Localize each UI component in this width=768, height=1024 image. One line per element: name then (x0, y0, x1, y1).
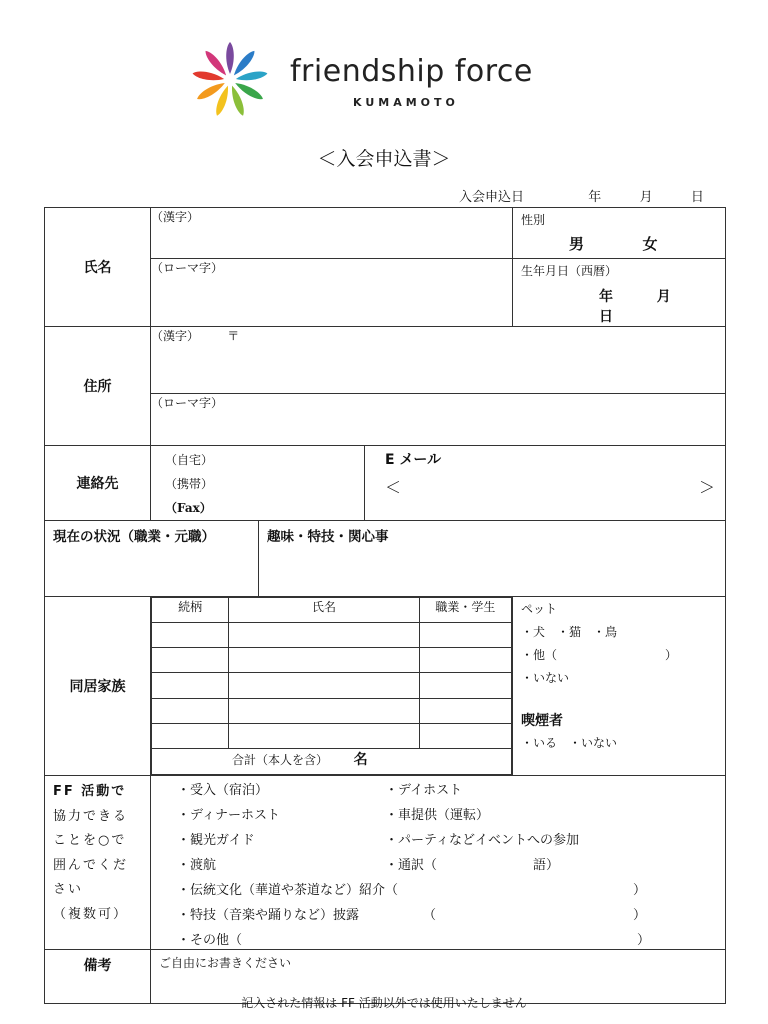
smoker-label: 喫煙者 (521, 713, 564, 729)
activity-day-host[interactable]: ・デイホスト (385, 783, 463, 798)
family-total[interactable] (152, 749, 512, 775)
email-label: E メール (385, 452, 442, 468)
pet-option-animals[interactable]: ・犬 ・猫 ・鳥 (521, 625, 618, 639)
performance-close-paren: ） (633, 908, 647, 923)
pet-option-none[interactable]: ・いない (521, 671, 570, 685)
friendship-force-logo (185, 38, 275, 120)
application-date-label: 入会申込日 (459, 190, 525, 205)
application-date-year: 年 (588, 190, 602, 205)
activities-label-line: 囲んでくだ (53, 857, 129, 873)
privacy-footer: 記入された情報は FF 活動以外では使用いたしません (241, 996, 527, 1010)
contact-label: 連絡先 (45, 446, 151, 521)
table-row[interactable] (152, 699, 512, 724)
family-table (151, 597, 512, 775)
occupation-field[interactable] (45, 521, 259, 597)
activity-culture[interactable]: ・伝統文化（華道や茶道など）紹介（ (177, 883, 399, 898)
activities-label-line: FF 活動で (53, 784, 127, 799)
activity-performance[interactable]: ・特技（音楽や踊りなど）披露 (177, 908, 360, 923)
remarks-placeholder: ご自由にお書きください (159, 956, 292, 970)
family-total-label: 合計（本人を含） (232, 753, 329, 767)
other-close-paren: ） (637, 933, 651, 948)
activities-options (151, 776, 726, 950)
col-job: 職業・学生 (419, 598, 511, 623)
activity-car[interactable]: ・車提供（運転） (385, 808, 490, 823)
email-bracket-close: ＞ (699, 478, 716, 497)
document-title: ＜入会申込書＞ (317, 148, 451, 170)
application-form (44, 207, 726, 1004)
family-total-unit: 名 (353, 752, 368, 768)
hobby-label: 趣味・特技・関心事 (267, 529, 389, 545)
pet-option-other[interactable]: ・他（ ） (521, 648, 678, 662)
application-date (459, 186, 704, 205)
performance-open-paren: （ (423, 908, 437, 923)
activity-tour-guide[interactable]: ・観光ガイド (177, 833, 255, 848)
mobile-phone-hint: （携帯） (165, 477, 214, 491)
name-kanji-field[interactable] (151, 208, 513, 259)
activities-label-line: ことを○で (53, 833, 127, 849)
application-date-month: 月 (639, 190, 653, 205)
home-phone-hint: （自宅） (165, 453, 214, 467)
activity-interpreter-lang: 語） (533, 858, 560, 873)
occupation-label: 現在の状況（職業・元職） (53, 529, 215, 545)
activity-homestay[interactable]: ・受入（宿泊） (177, 783, 269, 798)
table-row[interactable] (152, 623, 512, 648)
birth-year: 年 (599, 289, 614, 305)
gender-field[interactable] (513, 208, 726, 259)
activities-label-line: 協力できる (53, 808, 129, 824)
address-kanji-field[interactable] (151, 327, 726, 394)
email-bracket-open: ＜ (385, 478, 402, 497)
activity-interpreter[interactable]: ・通訳（ (385, 858, 438, 873)
family-table-cell (151, 597, 513, 776)
col-name: 氏名 (229, 598, 420, 623)
activity-dinner-host[interactable]: ・ディナーホスト (177, 808, 280, 823)
address-kanji-hint: （漢字） (151, 329, 200, 343)
activities-label-line: （複数可） (53, 906, 129, 922)
brand-subtitle: KUMAMOTO (353, 96, 459, 109)
activities-label (45, 776, 151, 950)
hobby-field[interactable] (259, 521, 726, 597)
name-label: 氏名 (45, 208, 151, 327)
col-relation: 続柄 (152, 598, 229, 623)
name-roman-field[interactable] (151, 259, 513, 327)
email-field[interactable] (365, 446, 726, 521)
address-label: 住所 (45, 327, 151, 446)
gender-male-option[interactable]: 男 (569, 235, 585, 253)
table-row[interactable] (152, 724, 512, 749)
address-roman-hint: （ローマ字） (151, 396, 224, 410)
fax-hint: （Fax） (165, 501, 212, 515)
activities-label-line: さい (53, 882, 84, 898)
activity-other[interactable]: ・その他（ (177, 933, 243, 948)
gender-female-option[interactable]: 女 (642, 235, 658, 253)
birth-day: 日 (599, 309, 614, 325)
application-date-day: 日 (690, 190, 704, 205)
postal-mark: 〒 (227, 329, 240, 343)
culture-close-paren: ） (633, 883, 647, 898)
pet-smoker-field[interactable] (513, 597, 726, 776)
table-row[interactable] (152, 648, 512, 673)
phone-fields[interactable] (151, 446, 365, 521)
remarks-label: 備考 (45, 950, 151, 1004)
activity-travel[interactable]: ・渡航 (177, 858, 217, 873)
brand-name: friendship force (290, 54, 533, 89)
gender-label: 性別 (521, 213, 546, 227)
birthdate-field[interactable] (513, 259, 726, 327)
activity-events[interactable]: ・パーティなどイベントへの参加 (385, 833, 579, 848)
address-roman-field[interactable] (151, 394, 726, 446)
name-roman-hint: （ローマ字） (151, 261, 224, 275)
smoker-options[interactable]: ・いる ・いない (521, 736, 618, 750)
table-row[interactable] (152, 673, 512, 699)
family-label: 同居家族 (45, 597, 151, 776)
pet-label: ペット (521, 602, 558, 616)
birthdate-label: 生年月日（西暦） (521, 264, 618, 278)
name-kanji-hint: （漢字） (151, 210, 200, 224)
birth-month: 月 (656, 289, 671, 305)
